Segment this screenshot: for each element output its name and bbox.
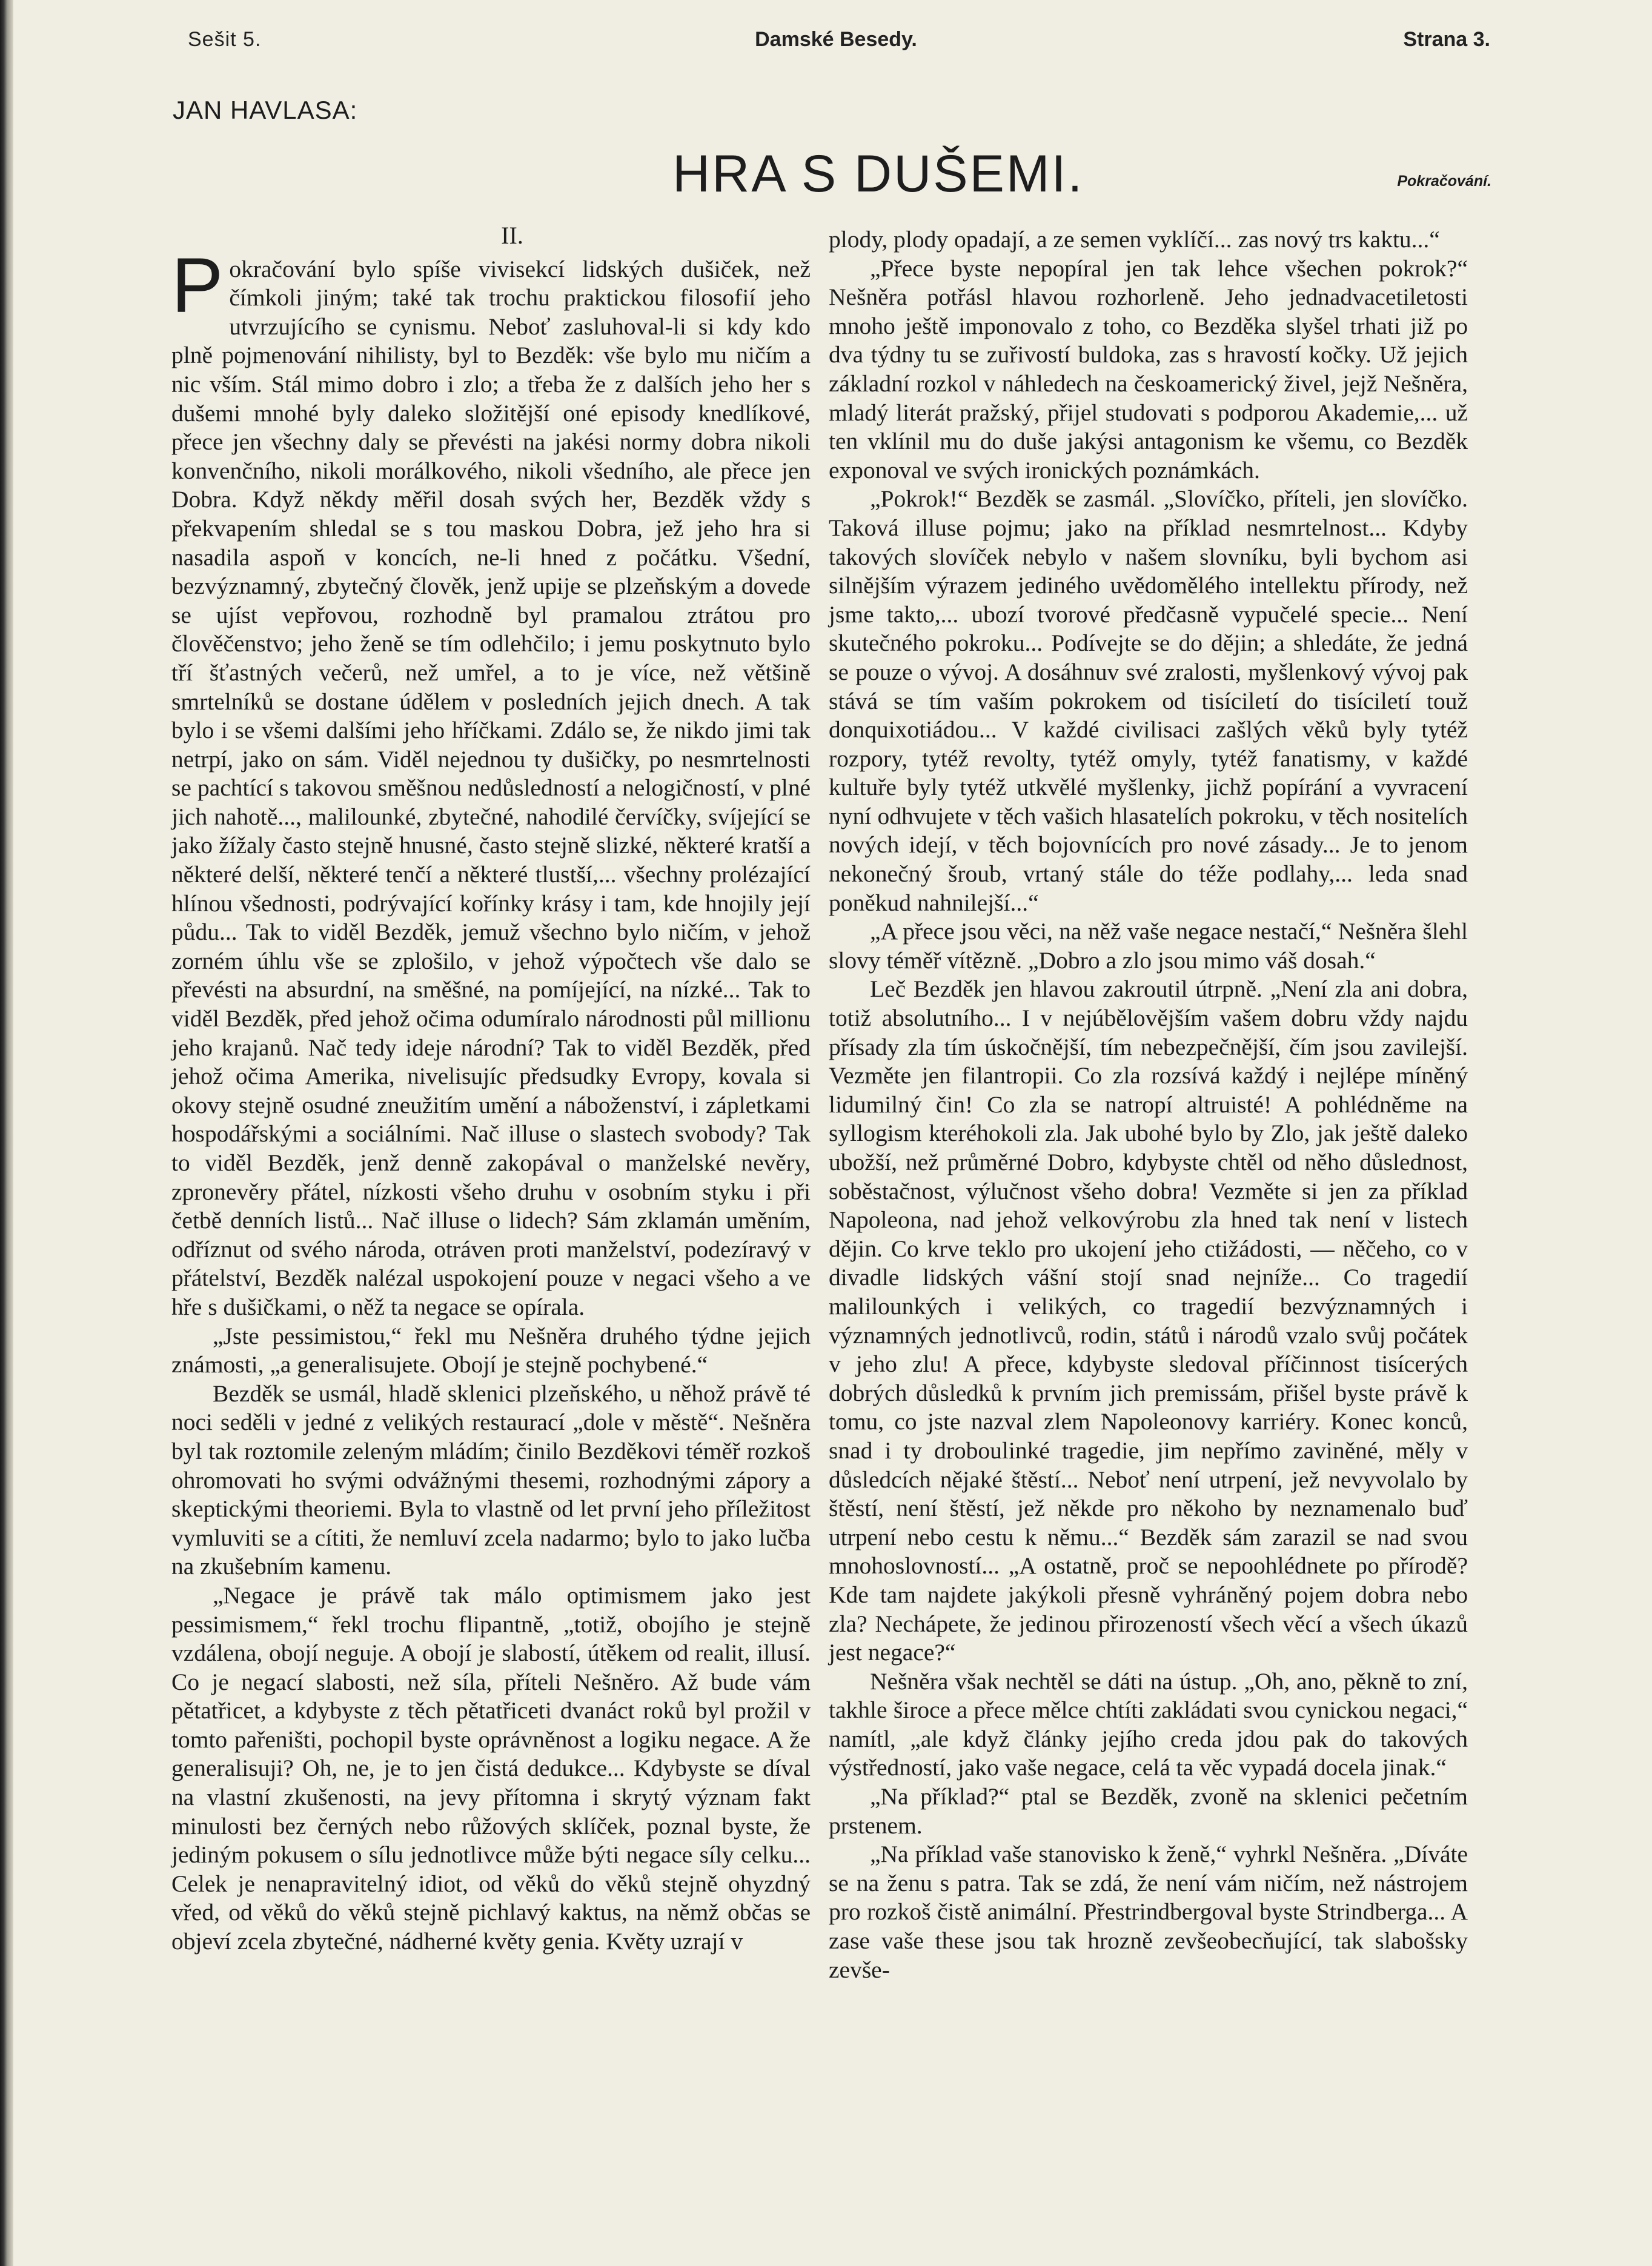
paragraph: „Na příklad?“ ptal se Bezděk, zvoně na sklenici pečetním prstenem. xyxy=(829,1783,1468,1839)
journal-name: Damské Besedy. xyxy=(755,28,917,51)
issue-number: Sešit 5. xyxy=(188,28,262,51)
paragraph: „Pokrok!“ Bezděk se zasmál. „Slovíčko, příteli, jen slovíčko. Taková illuse pojmu; jako na příklad nesmrtelnost... Kdyby takových slovíček nebylo v našem slovníku, byli bychom asi silnějším výrazem jediného uvědomělého intellektu přírody, než jsme takto,... ubozí tvorové předčasně vypučelé specie... Není skutečného pokroku... Podívejte se do dějin; a shledáte, že jedná se pouze o vývoj. A dosáhnuv své zralosti, myšlenkový vývoj pak stává se tím vaším pokrokem od tisíciletí do tisíciletí touž donquixotiádou... V každé civilisaci zašlých věků byly tytéž rozpory, tytéž revolty, tytéž omyly, tytéž fanatismy, v každé kultuře byly tytéž utkvělé myšlenky, jichž popírání a vyvracení nyní odhvujete v těch vašich hlasatelích pokroku, v těch nositelích nových idejí, v těch bojovnících pro nové zásady... Je to jenom nekonečný šroub, vrtaný stále do téže podlahy,... leda snad poněkud nahnilejší...“ xyxy=(829,485,1468,916)
binding-edge xyxy=(0,0,13,2266)
paragraph: Bezděk se usmál, hladě sklenici plzeňského, u něhož právě té noci seděli v jedné z velikých restaurací „dole v městě“. Nešněra byl tak roztomile zeleným mládím; činilo Bezděkovi téměř rozkoš ohromovati ho svými odvážnými thesemi, rozhodnými zápory a skeptickými theoriemi. Byla to vlastně od let první jeho příležitost vymluviti se a cítiti, že nemluví zcela nadarmo; bylo to jako lučba na zkušebním kamenu. xyxy=(171,1380,811,1580)
chapter-number: II. xyxy=(501,222,523,249)
paragraph: Leč Bezděk jen hlavou zakroutil útrpně. „Není zla ani dobra, totiž absolutního... I v nejúbělovějším vašem dobru vždy najdu přísady zla tím úskočnější, tím nebezpečnější, čím jsou zavilejší. Vezměte jen filantropii. Co zla rozsívá každý i nejlépe míněný lidumilný čin! Co zla se natropí altruisté! A pohlédněme na syllogism kteréhokoli zla. Jak ubohé bylo by Zlo, jak ještě daleko ubožší, než průměrné Dobro, kdybyste chtěl od něho důslednost, soběstačnost, výlučnost všeho dobra! Vezměte si jen za příklad Napoleona, nad jehož velkovýrobu zla hned tak není v listech dějin. Co krve teklo pro ukojení jeho ctižádosti, — něčeho, co v divadle lidských vášní stojí snad nejníže... Co tragedií malilounkých i velikých, co tragedií bezvýznamných i významných jednotlivců, rodin, států i národů vzalo svůj počátek v jeho zlu! A přece, kdybyste sledoval příčinnost tisícerých dobrých důsledků k prvním jich premissám, přišel byste právě k tomu, co jste nazval zlem Napoleonovy karriéry. Konec konců, snad i ty droboulinké tragedie, jim nepřímo zaviněné, měly v důsledcích nějaké štěstí... Neboť není utrpení, jež nevyvolalo by štěstí, není štěstí, jež někde pro někoho by neznamenalo buď utrpení nebo cestu k němu...“ Bezděk sám zarazil se nad svou mnohoslovností... „A ostatně, proč se nepoohlédnete po přírodě? Kde tam najdete jakýkoli přesně vyhráněný pojem dobra nebo zla? Nechápete, že jedinou přirozeností všech věcí a všech úkazů jest negace?“ xyxy=(829,975,1468,1666)
paragraph xyxy=(171,242,811,1322)
article-author: JAN HAVLASA: xyxy=(173,96,358,124)
drop-cap: P xyxy=(171,242,224,329)
paragraph-text: okračování bylo spíše vivisekcí lidských dušiček, než čímkoli jiným; také tak trochu praktickou filosofií jeho utvrzujícího se cynismu. Neboť zasluhoval-li si kdy kdo plně pojmenování nihilisty, byl to Bezděk: vše bylo mu ničím a nic vším. Stál mimo dobro i zlo; a třeba že z dalších jeho her s dušemi mnohé byly daleko složitější oné episody knedlíkové, přece jen všechny daly se převésti na jakési normy dobra nikoli konvenčního, nikoli morálkového, nikoli všedního, ale přece jen Dobra. Když někdy měřil dosah svých her, Bezděk vždy s překvapením shledal se s tou maskou Dobra, jež jeho hra si nasadila aspoň v koncích, ne-li hned z počátku. Všední, bezvýznamný, zbytečný člověk, jenž upije se plzeňským a dovede se ujíst vepřovou, rozhodně byl pramalou ztrátou pro člověčenstvo; jeho ženě se tím odlehčilo; i jemu poskytnuto bylo tří šťastných večerů, než umřel, a to je více, než většině smrtelníků se dostane údělem v posledních jejich dnech. A tak bylo i se všemi dalšími jeho hříčkami. Zdálo se, že nikdo jimi tak netrpí, jako on sám. Viděl nejednou ty dušičky, po nesmrtelnosti se pachtící s takovou směšnou nedůsledností a nelogičností, v plné jich nahotě..., malilounké, zbytečné, nahodilé červíčky, svíjející se jako žížaly často stejně hnusné, často stejně slizké, některé kratší a některé delší, některé tenčí a některé tlustší,... všechny prolézající hlínou všednosti, podrývající kořínky krásy i tam, kde hnojily její půdu... Tak to viděl Bezděk, jemuž všechno bylo ničím, v jehož zorném úhlu vše se zplošilo, v jehož výpočtech vše dalo se převésti na absurdní, na směšné, na pomíjející, na nízké... Tak to viděl Bezděk, před jehož očima odumíralo národnosti půl millionu jeho krajanů. Nač tedy ideje národní? Tak to viděl Bezděk, před jehož očima Amerika, nivelisujíc předsudky Evropy, kovala si okovy stejně osudné zneužitím umění a náboženství, i zápletkami hospodářskými a sociálními. Nač illuse o slastech svobody? Tak to viděl Bezděk, jenž denně zakopával o manželské nevěry, zpronevěry přátel, nízkosti všeho druhu v osobním styku i při četbě denních listů... Nač illuse o lidech? Sám zklamán uměním, odříznut od svého národa, otráven proti manželství, podezíravý v přátelství, Bezděk nalézal uspokojení pouze v negaci všeho a ve hře s dušičkami, o něž ta negace se opírala. xyxy=(171,255,811,1320)
running-head xyxy=(182,28,1490,70)
continued-note: Pokračování. xyxy=(1397,173,1491,190)
paragraph: „Negace je právě tak málo optimismem jako jest pessimismem,“ řekl trochu flipantně, „totiž, obojího je stejně vzdálena, obojí neguje. A obojí je slabostí, útěkem od realit, illusí. Co je negací slabosti, než síla, příteli Nešněro. Až bude vám pětatřicet, a kdybyste z těch pětatřiceti dvanáct roků byl prožil v tomto pařeništi, pochopil byste oprávněnost a logiku negace. A že generalisuji? Oh, ne, je to jen čistá dedukce... Kdybyste se díval na vlastní zkušenosti, na jevy přítomna i skrytý význam fakt minulosti bez černých nebo růžových sklíček, poznal byste, že jediným pokusem o sílu jednotlivce může býti negace síly celku... Celek je nenapravitelný idiot, od věků do věků stejně ohyzdný vřed, od věků do věků stejně pichlavý kaktus, na němž občas se objeví zcela zbytečné, nádherné květy genia. Květy uzrají v xyxy=(171,1581,811,1955)
page-number: Strana 3. xyxy=(1403,28,1490,51)
article-title: HRA S DUŠEMI. xyxy=(672,145,1084,203)
paragraph: Nešněra však nechtěl se dáti na ústup. „Oh, ano, pěkně to zní, takhle široce a přece mělce chtíti zakládati svou cynickou negaci,“ namítl, „ale když články jejího creda jdou pak do takových výstředností, jako vaše negace, celá ta věc vypadá docela jinak.“ xyxy=(829,1667,1468,1781)
paragraph: „Na příklad vaše stanovisko k ženě,“ vyhrkl Nešněra. „Díváte se na ženu s patra. Tak se zdá, že není vám ničím, než nástrojem pro rozkoš čistě animální. Přestrindbergoval byste Strindberga... A zase vaše these jsou tak hrozně zevšeobecňující, tak slabošsky zevše- xyxy=(829,1841,1468,1983)
paragraph: „Přece byste nepopíral jen tak lehce všechen pokrok?“ Nešněra potřásl hlavou rozhorleně. Jeho jednadvacetiletosti mnoho ještě imponovalo z toho, co Bezděka slyšel trhati již po dva týdny tu se zuřivostí buldoka, zas s hravostí kočky. Už jejich základní rozkol v náhledech na českoamerický živel, jejž Nešněra, mladý literát pražský, přijel studovati s podporou Akademie,... už ten vklínil mu do duše jakýsi antagonism ke všemu, co Bezděk exponoval ve svých ironických poznámkách. xyxy=(829,254,1468,483)
text-column-left xyxy=(171,221,811,1956)
paragraph-continuation: plody, plody opadají, a ze semen vyklíčí... zas nový trs kaktu...“ xyxy=(829,226,1440,253)
paragraph: „Jste pessimistou,“ řekl mu Nešněra druhého týdne jejich známosti, „a generalisujete. Obojí je stejně pochybené.“ xyxy=(171,1322,811,1378)
paragraph: „A přece jsou věci, na něž vaše negace nestačí,“ Nešněra šlehl slovy téměř vítězně. „Dobro a zlo jsou mimo váš dosah.“ xyxy=(829,918,1468,974)
text-column-right xyxy=(829,225,1468,1984)
